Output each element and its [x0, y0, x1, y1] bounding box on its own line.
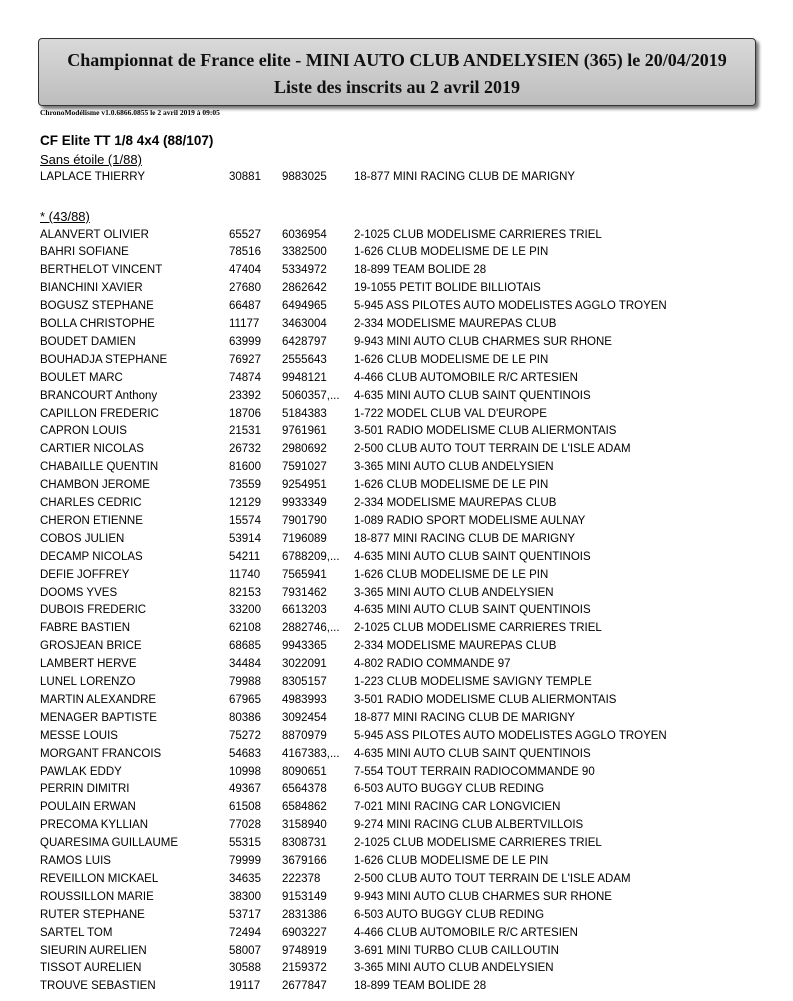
- entrant-number: 23392: [229, 389, 261, 402]
- entrant-club: 4-802 RADIO COMMANDE 97: [354, 658, 511, 671]
- entrant-number: 61508: [229, 801, 261, 814]
- entrant-name: PRECOMA KYLLIAN: [40, 819, 149, 832]
- table-row: [0, 169, 793, 186]
- entrant-name: BRANCOURT Anthony: [40, 389, 158, 402]
- entrant-name: SIEURIN AURELIEN: [40, 944, 147, 957]
- entrant-name: BOUDET DAMIEN: [40, 335, 136, 348]
- entrant-club: 3-365 MINI AUTO CLUB ANDELYSIEN: [354, 586, 554, 599]
- entrant-name: TROUVE SEBASTIEN: [40, 980, 156, 993]
- entrant-number: 77028: [229, 819, 261, 832]
- table-row: [0, 889, 793, 906]
- entrant-license: 6613203: [282, 604, 327, 617]
- entrant-name: BIANCHINI XAVIER: [40, 282, 143, 295]
- table-row: [0, 620, 793, 637]
- table-row: [0, 370, 793, 387]
- entrant-club: 1-223 CLUB MODELISME SAVIGNY TEMPLE: [354, 676, 592, 688]
- table-row: [0, 549, 793, 566]
- entrant-number: 18706: [229, 407, 261, 420]
- category-title: CF Elite TT 1/8 4x4 (88/107): [40, 133, 214, 148]
- entrant-license: 7591027: [282, 461, 327, 474]
- entrant-license: 7901790: [282, 514, 327, 527]
- entrant-license: 8305157: [282, 676, 327, 688]
- entrant-club: 5-945 ASS PILOTES AUTO MODELISTES AGGLO TROYEN: [354, 729, 667, 742]
- entrant-name: COBOS JULIEN: [40, 532, 125, 545]
- table-row: [0, 907, 793, 924]
- table-row: [0, 764, 793, 781]
- entrant-club: 3-365 MINI AUTO CLUB ANDELYSIEN: [354, 962, 554, 975]
- entrant-number: 15574: [229, 514, 261, 527]
- entrant-club: 6-503 AUTO BUGGY CLUB REDING: [354, 908, 545, 921]
- table-row: [0, 513, 793, 530]
- entrant-license: 3022091: [282, 658, 327, 671]
- table-row: [0, 423, 793, 440]
- table-row: [0, 441, 793, 458]
- entrant-name: ROUSSILLON MARIE: [40, 890, 154, 903]
- entrant-number: 78516: [229, 246, 261, 259]
- entrant-number: 11177: [229, 318, 260, 330]
- entrant-number: 38300: [229, 890, 261, 903]
- table-row: [0, 567, 793, 584]
- entrant-license: 9933349: [282, 497, 327, 509]
- entrant-license: 6494965: [282, 300, 327, 313]
- entrant-name: MESSE LOUIS: [40, 729, 118, 742]
- entrant-name: REVEILLON MICKAEL: [40, 872, 159, 885]
- entrant-number: 79988: [229, 676, 261, 688]
- entrant-club: 1-626 CLUB MODELISME DE LE PIN: [354, 479, 549, 492]
- entrant-name: DUBOIS FREDERIC: [40, 604, 147, 617]
- entrant-club: 3-691 MINI TURBO CLUB CAILLOUTIN: [354, 944, 559, 957]
- entrant-name: GROSJEAN BRICE: [40, 640, 142, 653]
- entrant-license: 2159372: [282, 962, 327, 975]
- entrant-club: 9-274 MINI RACING CLUB ALBERTVILLOIS: [354, 819, 584, 832]
- table-row: [0, 531, 793, 548]
- entrant-license: 6584862: [282, 801, 327, 814]
- entrant-club: 3-365 MINI AUTO CLUB ANDELYSIEN: [354, 461, 554, 474]
- entrant-name: CHAMBON JEROME: [40, 479, 150, 492]
- entrant-club: 2-334 MODELISME MAUREPAS CLUB: [354, 640, 557, 653]
- entrant-name: LUNEL LORENZO: [40, 676, 136, 688]
- entrant-number: 72494: [229, 926, 261, 939]
- entrant-club: 18-899 TEAM BOLIDE 28: [354, 980, 487, 993]
- entrant-name: CHARLES CEDRIC: [40, 497, 142, 509]
- entrant-license: 9943365: [282, 640, 327, 653]
- entrant-club: 2-1025 CLUB MODELISME CARRIERES TRIEL: [354, 622, 602, 635]
- entrant-license: 6788209,...: [282, 550, 340, 563]
- entrant-club: 18-877 MINI RACING CLUB DE MARIGNY: [354, 711, 576, 724]
- entrant-number: 67965: [229, 693, 261, 706]
- entrant-name: ALANVERT OLIVIER: [40, 228, 149, 241]
- document-header: [38, 38, 756, 106]
- entrant-license: 9254951: [282, 479, 327, 492]
- table-row: [0, 334, 793, 351]
- entrant-club: 2-334 MODELISME MAUREPAS CLUB: [354, 497, 557, 509]
- table-row: [0, 853, 793, 870]
- entrant-license: 8308731: [282, 837, 327, 850]
- table-row: [0, 388, 793, 405]
- entrant-license: 5334972: [282, 264, 327, 277]
- entrant-number: 19117: [229, 980, 261, 993]
- entrant-number: 26732: [229, 443, 261, 456]
- entrant-number: 34484: [229, 658, 261, 671]
- table-row: [0, 477, 793, 494]
- entrant-license: 222378: [282, 872, 321, 885]
- entrant-club: 19-1055 PETIT BOLIDE BILLIOTAIS: [354, 282, 541, 295]
- entrant-name: DOOMS YVES: [40, 586, 118, 599]
- entrant-license: 2862642: [282, 282, 327, 295]
- entrant-name: BOUHADJA STEPHANE: [40, 353, 168, 366]
- entrant-club: 4-635 MINI AUTO CLUB SAINT QUENTINOIS: [354, 389, 591, 402]
- entrant-license: 2555643: [282, 353, 327, 366]
- entrant-club: 4-466 CLUB AUTOMOBILE R/C ARTESIEN: [354, 371, 578, 384]
- table-row: [0, 871, 793, 888]
- entrant-name: RUTER STEPHANE: [40, 908, 145, 921]
- entrant-name: POULAIN ERWAN: [40, 801, 136, 814]
- table-row: [0, 781, 793, 798]
- table-row: [0, 746, 793, 763]
- entrant-number: 53914: [229, 532, 261, 545]
- table-row: [0, 817, 793, 834]
- entrant-club: 3-501 RADIO MODELISME CLUB ALIERMONTAIS: [354, 693, 617, 706]
- entrant-license: 6903227: [282, 926, 327, 939]
- entrant-name: MORGANT FRANCOIS: [40, 747, 162, 760]
- table-row: [0, 674, 793, 691]
- entrant-number: 10998: [229, 765, 261, 778]
- entrant-license: 5184383: [282, 407, 327, 420]
- entrant-club: 18-899 TEAM BOLIDE 28: [354, 264, 487, 277]
- entrant-name: SARTEL TOM: [40, 926, 113, 939]
- entrant-club: 1-722 MODEL CLUB VAL D'EUROPE: [354, 407, 547, 420]
- entrant-club: 5-945 ASS PILOTES AUTO MODELISTES AGGLO TROYEN: [354, 300, 667, 313]
- entrant-club: 18-877 MINI RACING CLUB DE MARIGNY: [354, 532, 576, 545]
- entrant-license: 9948121: [282, 371, 327, 384]
- table-row: [0, 925, 793, 942]
- entrant-club: 1-626 CLUB MODELISME DE LE PIN: [354, 568, 549, 581]
- entrant-name: PAWLAK EDDY: [40, 765, 122, 778]
- entrant-number: 33200: [229, 604, 261, 617]
- entrant-number: 58007: [229, 944, 261, 957]
- entrant-license: 7931462: [282, 586, 327, 599]
- entrant-license: 5060357,...: [282, 389, 340, 402]
- entrant-license: 2831386: [282, 908, 327, 921]
- entrant-club: 2-500 CLUB AUTO TOUT TERRAIN DE L'ISLE ADAM: [354, 443, 631, 456]
- table-row: [0, 280, 793, 297]
- group-title-one-star: * (43/88): [40, 209, 90, 224]
- table-row: [0, 978, 793, 995]
- table-row: [0, 710, 793, 727]
- entrant-name: FABRE BASTIEN: [40, 622, 131, 635]
- entrant-name: CARTIER NICOLAS: [40, 443, 144, 456]
- entrant-name: MARTIN ALEXANDRE: [40, 693, 157, 706]
- entrant-number: 21531: [229, 425, 261, 438]
- entrant-name: RAMOS LUIS: [40, 855, 111, 867]
- entrant-name: BOLLA CHRISTOPHE: [40, 318, 155, 330]
- software-version-line: ChronoModélisme v1.0.6866.0855 le 2 avril 2019 à 09:05: [40, 108, 220, 117]
- entrant-club: 9-943 MINI AUTO CLUB CHARMES SUR RHONE: [354, 890, 612, 903]
- entrant-name: LAPLACE THIERRY: [40, 171, 146, 183]
- entrant-number: 12129: [229, 497, 261, 509]
- entrant-club: 6-503 AUTO BUGGY CLUB REDING: [354, 783, 545, 796]
- table-row: [0, 638, 793, 655]
- entrant-club: 1-626 CLUB MODELISME DE LE PIN: [354, 855, 549, 867]
- entrant-club: 9-943 MINI AUTO CLUB CHARMES SUR RHONE: [354, 335, 612, 348]
- table-row: [0, 656, 793, 673]
- entrant-name: BERTHELOT VINCENT: [40, 264, 163, 277]
- entrant-number: 49367: [229, 783, 261, 796]
- entrant-license: 9748919: [282, 944, 327, 957]
- entrant-number: 82153: [229, 586, 261, 599]
- entrant-number: 53717: [229, 908, 261, 921]
- entrant-license: 2677847: [282, 980, 327, 993]
- header-subtitle: Liste des inscrits au 2 avril 2019: [274, 77, 520, 97]
- entrant-license: 2980692: [282, 443, 327, 456]
- entrant-number: 74874: [229, 371, 261, 384]
- table-row: [0, 960, 793, 977]
- entrant-club: 4-635 MINI AUTO CLUB SAINT QUENTINOIS: [354, 604, 591, 617]
- entrant-number: 54683: [229, 747, 261, 760]
- entrant-license: 3382500: [282, 246, 327, 259]
- entrant-number: 34635: [229, 872, 261, 885]
- entrant-name: CAPRON LOUIS: [40, 425, 127, 438]
- entrant-number: 54211: [229, 550, 261, 563]
- table-row: [0, 262, 793, 279]
- entrant-club: 1-626 CLUB MODELISME DE LE PIN: [354, 246, 549, 259]
- entrant-name: MENAGER BAPTISTE: [40, 711, 157, 724]
- table-row: [0, 316, 793, 333]
- entrant-license: 9153149: [282, 890, 327, 903]
- entrant-name: CAPILLON FREDERIC: [40, 407, 159, 420]
- entrant-name: CHABAILLE QUENTIN: [40, 461, 159, 474]
- entrant-license: 3092454: [282, 711, 327, 724]
- entrant-license: 3158940: [282, 819, 327, 832]
- entrant-name: BOULET MARC: [40, 371, 123, 384]
- entrant-number: 55315: [229, 837, 261, 850]
- entrant-name: PERRIN DIMITRI: [40, 783, 130, 796]
- entrant-club: 1-089 RADIO SPORT MODELISME AULNAY: [354, 514, 586, 527]
- table-row: [0, 406, 793, 423]
- entrant-club: 4-466 CLUB AUTOMOBILE R/C ARTESIEN: [354, 926, 578, 939]
- table-row: [0, 352, 793, 369]
- entrant-number: 47404: [229, 264, 261, 277]
- entrant-name: CHERON ETIENNE: [40, 514, 143, 527]
- entrant-name: DECAMP NICOLAS: [40, 550, 143, 563]
- entrant-number: 11740: [229, 568, 261, 581]
- entrant-club: 4-635 MINI AUTO CLUB SAINT QUENTINOIS: [354, 550, 591, 563]
- entrant-club: 4-635 MINI AUTO CLUB SAINT QUENTINOIS: [354, 747, 591, 760]
- entrant-license: 8870979: [282, 729, 327, 742]
- table-row: [0, 692, 793, 709]
- entrant-license: 6428797: [282, 335, 327, 348]
- entrant-number: 81600: [229, 461, 261, 474]
- header-title: Championnat de France elite - MINI AUTO CLUB ANDELYSIEN (365) le 20/04/2019: [67, 50, 727, 70]
- entrant-club: 2-1025 CLUB MODELISME CARRIERES TRIEL: [354, 228, 602, 241]
- entrant-name: QUARESIMA GUILLAUME: [40, 837, 179, 850]
- entrant-number: 79999: [229, 855, 261, 867]
- entrant-license: 4983993: [282, 693, 327, 706]
- entrant-license: 4167383,...: [282, 747, 340, 760]
- entrant-license: 3463004: [282, 318, 327, 330]
- entrant-name: DEFIE JOFFREY: [40, 568, 130, 581]
- entrant-club: 7-021 MINI RACING CAR LONGVICIEN: [354, 801, 561, 814]
- table-row: [0, 298, 793, 315]
- entrant-number: 27680: [229, 282, 261, 295]
- entrant-club: 3-501 RADIO MODELISME CLUB ALIERMONTAIS: [354, 425, 617, 438]
- table-row: [0, 244, 793, 261]
- entrant-license: 6036954: [282, 228, 327, 241]
- entrant-license: 6564378: [282, 783, 327, 796]
- entrant-number: 73559: [229, 479, 261, 492]
- entrant-number: 62108: [229, 622, 261, 635]
- entrant-number: 65527: [229, 228, 261, 241]
- entrant-license: 9883025: [282, 171, 327, 183]
- entrant-number: 30881: [229, 171, 261, 183]
- table-row: [0, 459, 793, 476]
- entrant-number: 75272: [229, 729, 261, 742]
- entrant-club: 18-877 MINI RACING CLUB DE MARIGNY: [354, 171, 576, 183]
- entrant-license: 2882746,...: [282, 622, 340, 635]
- entrant-number: 30588: [229, 962, 261, 975]
- entrant-club: 1-626 CLUB MODELISME DE LE PIN: [354, 353, 549, 366]
- entrant-club: 7-554 TOUT TERRAIN RADIOCOMMANDE 90: [354, 765, 595, 778]
- table-row: [0, 943, 793, 960]
- entrant-license: 9761961: [282, 425, 327, 438]
- group-title-sans-etoile: Sans étoile (1/88): [40, 152, 142, 167]
- table-row: [0, 495, 793, 512]
- entrant-number: 66487: [229, 300, 261, 313]
- entrant-club: 2-334 MODELISME MAUREPAS CLUB: [354, 318, 557, 330]
- table-row: [0, 602, 793, 619]
- entrant-name: BOGUSZ STEPHANE: [40, 300, 154, 313]
- entrant-number: 80386: [229, 711, 261, 724]
- table-row: [0, 227, 793, 244]
- entrant-name: TISSOT AURELIEN: [40, 962, 142, 975]
- entrant-name: LAMBERT HERVE: [40, 658, 137, 671]
- entrant-club: 2-1025 CLUB MODELISME CARRIERES TRIEL: [354, 837, 602, 850]
- entrant-license: 3679166: [282, 855, 327, 867]
- table-row: [0, 728, 793, 745]
- entrant-license: 7196089: [282, 532, 327, 545]
- entrant-license: 7565941: [282, 568, 327, 581]
- entrant-club: 2-500 CLUB AUTO TOUT TERRAIN DE L'ISLE ADAM: [354, 872, 631, 885]
- entrant-name: BAHRI SOFIANE: [40, 246, 129, 259]
- table-row: [0, 835, 793, 852]
- table-row: [0, 585, 793, 602]
- table-row: [0, 799, 793, 816]
- entrant-license: 8090651: [282, 765, 327, 778]
- entrant-number: 63999: [229, 335, 261, 348]
- entrant-number: 68685: [229, 640, 261, 653]
- entrant-number: 76927: [229, 353, 261, 366]
